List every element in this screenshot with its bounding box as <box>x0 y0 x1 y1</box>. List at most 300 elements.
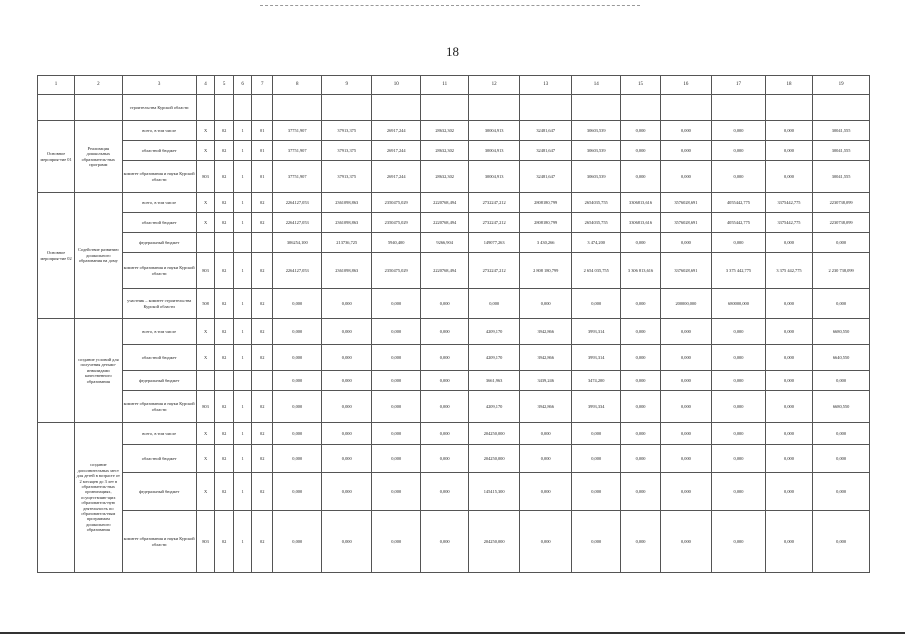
amount-cell: 0,000 <box>765 371 812 391</box>
funding-source: федеральный бюджет <box>122 371 196 391</box>
amount-cell: 2654035,755 <box>571 213 620 233</box>
amount-cell: 0,000 <box>322 371 371 391</box>
budget-code: 1 <box>233 511 252 573</box>
table-row <box>38 371 870 391</box>
budget-code: 02 <box>252 193 273 213</box>
amount-cell: 204250,000 <box>468 423 520 445</box>
budget-code: 02 <box>215 161 234 193</box>
amount-cell: 0,000 <box>371 511 420 573</box>
amount-cell: 0,000 <box>520 289 572 319</box>
amount-cell: 0,000 <box>322 289 371 319</box>
amount-cell: 3993,314 <box>571 319 620 345</box>
amount-cell: 0,000 <box>813 511 870 573</box>
amount-cell: 26917,244 <box>371 121 420 141</box>
amount-cell: 3 306 813,616 <box>621 253 660 289</box>
amount-cell: 37913,375 <box>322 121 371 141</box>
table-row <box>38 141 870 161</box>
amount-cell: 6680,550 <box>813 391 870 423</box>
budget-code: 1 <box>233 473 252 511</box>
amount-cell: 0,000 <box>621 121 660 141</box>
budget-code <box>215 233 234 253</box>
amount-cell: 0,000 <box>765 391 812 423</box>
budget-code: 02 <box>215 319 234 345</box>
amount-cell: 0,000 <box>371 423 420 445</box>
table-row <box>38 391 870 423</box>
measure-description: Реализация дошкольных образователь-ных программ <box>75 121 122 193</box>
budget-code: 1 <box>233 423 252 445</box>
amount-cell: 0,000 <box>421 473 468 511</box>
amount-cell: 30004,913 <box>468 121 520 141</box>
measure-name <box>38 319 75 423</box>
amount-cell: 0,000 <box>660 511 712 573</box>
amount-cell: 0,000 <box>765 289 812 319</box>
budget-code: 803 <box>196 511 215 573</box>
amount-cell: 0,000 <box>273 371 322 391</box>
budget-code: X <box>196 345 215 371</box>
funding-source: всего, в том числе <box>122 121 196 141</box>
amount-cell: 0,000 <box>371 391 420 423</box>
amount-cell: 2361098,863 <box>322 213 371 233</box>
column-number: 13 <box>520 76 572 95</box>
budget-code: 1 <box>233 445 252 473</box>
amount-cell: 0,000 <box>660 345 712 371</box>
amount-cell: 0,000 <box>520 445 572 473</box>
table-row <box>38 193 870 213</box>
amount-cell: 0,000 <box>322 391 371 423</box>
funding-source: областной бюджет <box>122 213 196 233</box>
amount-cell: 0,000 <box>421 423 468 445</box>
amount-cell: 3942,866 <box>520 345 572 371</box>
column-number: 1 <box>38 76 75 95</box>
amount-cell: 3 375 442,775 <box>765 253 812 289</box>
amount-cell: 3993,334 <box>571 391 620 423</box>
amount-cell: 3376028,691 <box>660 253 712 289</box>
amount-cell: 3942,866 <box>520 319 572 345</box>
amount-cell: 0,000 <box>520 423 572 445</box>
amount-cell: 0,000 <box>322 473 371 511</box>
amount-cell: 30603,539 <box>571 121 620 141</box>
amount-cell: 2732247,212 <box>468 193 520 213</box>
budget-code: X <box>196 193 215 213</box>
table-row <box>38 511 870 573</box>
amount-cell: 0,000 <box>660 121 712 141</box>
column-number: 6 <box>233 76 252 95</box>
column-number: 17 <box>712 76 766 95</box>
amount-cell: 204250,000 <box>468 511 520 573</box>
budget-code: 02 <box>215 345 234 371</box>
amount-cell: 0,000 <box>421 445 468 473</box>
amount-cell: 2654035,755 <box>571 193 620 213</box>
scan-artifact <box>260 5 640 7</box>
amount-cell: 0,000 <box>621 423 660 445</box>
amount-cell: 4055442,775 <box>712 213 766 233</box>
amount-cell: 0,000 <box>765 345 812 371</box>
amount-cell: 0,000 <box>273 345 322 371</box>
amount-cell: 6640,550 <box>813 345 870 371</box>
amount-cell: 0,000 <box>273 445 322 473</box>
table-row <box>38 213 870 233</box>
budget-code: 02 <box>252 345 273 371</box>
amount-cell: 0,000 <box>621 161 660 193</box>
amount-cell: 28632,302 <box>421 121 468 141</box>
table-row <box>38 121 870 141</box>
amount-cell: 2264127,053 <box>273 193 322 213</box>
table-row <box>38 345 870 371</box>
amount-cell: 0,000 <box>371 289 420 319</box>
amount-cell: 0,000 <box>621 319 660 345</box>
column-number: 3 <box>122 76 196 95</box>
amount-cell: 0,000 <box>765 511 812 573</box>
amount-cell: 3 375 442,775 <box>712 253 766 289</box>
amount-cell: 0,000 <box>813 289 870 319</box>
amount-cell: 37913,375 <box>322 141 371 161</box>
amount-cell: 0,000 <box>712 161 766 193</box>
column-number: 9 <box>322 76 371 95</box>
continuation-row <box>38 95 870 121</box>
budget-code <box>196 233 215 253</box>
amount-cell: 0,000 <box>712 233 766 253</box>
amount-cell: 0,000 <box>273 423 322 445</box>
budget-code: X <box>196 213 215 233</box>
amount-cell: 9266,904 <box>421 233 468 253</box>
amount-cell: 0,000 <box>621 473 660 511</box>
table-row <box>38 161 870 193</box>
column-number: 2 <box>75 76 122 95</box>
amount-cell: 0,000 <box>621 141 660 161</box>
amount-cell: 28632,302 <box>421 141 468 161</box>
measure-name: Основное мероприя-тие 02 <box>38 193 75 319</box>
amount-cell: 3306813,616 <box>621 213 660 233</box>
amount-cell: 2230738,099 <box>813 193 870 213</box>
amount-cell: 2350475,029 <box>371 213 420 233</box>
amount-cell: 0,000 <box>421 289 468 319</box>
amount-cell: 0,000 <box>273 391 322 423</box>
budget-code: 01 <box>252 161 273 193</box>
amount-cell: 2808180,799 <box>520 213 572 233</box>
amount-cell: 0,000 <box>660 319 712 345</box>
budget-code: 01 <box>252 121 273 141</box>
amount-cell: 0,000 <box>813 445 870 473</box>
amount-cell: 0,000 <box>813 233 870 253</box>
amount-cell: 0,000 <box>322 423 371 445</box>
amount-cell: 30041,555 <box>813 121 870 141</box>
budget-code: 1 <box>233 391 252 423</box>
budget-table <box>37 75 870 573</box>
table-row <box>38 445 870 473</box>
amount-cell: 0,000 <box>813 473 870 511</box>
budget-code: 02 <box>215 423 234 445</box>
amount-cell: 32481,647 <box>520 161 572 193</box>
budget-code <box>252 233 273 253</box>
funding-source: всего, в том числе <box>122 319 196 345</box>
budget-code: 02 <box>215 473 234 511</box>
amount-cell: 0,000 <box>765 161 812 193</box>
budget-code: X <box>196 141 215 161</box>
amount-cell: 30603,539 <box>571 161 620 193</box>
amount-cell: 0,000 <box>322 319 371 345</box>
amount-cell: 3474,200 <box>571 371 620 391</box>
budget-code: X <box>196 121 215 141</box>
amount-cell: 4209,170 <box>468 391 520 423</box>
budget-code: 01 <box>252 141 273 161</box>
page-number: 18 <box>446 44 459 59</box>
amount-cell: 3 474,200 <box>571 233 620 253</box>
column-number: 16 <box>660 76 712 95</box>
budget-code: 02 <box>252 511 273 573</box>
amount-cell: 2 654 035,755 <box>571 253 620 289</box>
budget-code: 1 <box>233 319 252 345</box>
budget-code: 803 <box>196 161 215 193</box>
budget-code: 1 <box>233 161 252 193</box>
budget-code: 02 <box>215 193 234 213</box>
funding-source: всего, в том числе <box>122 423 196 445</box>
amount-cell: 3 430,266 <box>520 233 572 253</box>
funding-source: федеральный бюджет <box>122 473 196 511</box>
measure-name: Основное мероприя-тие 01 <box>38 121 75 193</box>
amount-cell: 30004,913 <box>468 161 520 193</box>
budget-code <box>215 371 234 391</box>
amount-cell: 0,000 <box>322 511 371 573</box>
amount-cell: 0,000 <box>660 161 712 193</box>
amount-cell: 0,000 <box>571 445 620 473</box>
amount-cell: 4209,170 <box>468 345 520 371</box>
amount-cell: 0,000 <box>371 345 420 371</box>
amount-cell: 0,000 <box>712 391 766 423</box>
amount-cell: 26917,244 <box>371 141 420 161</box>
budget-code: 02 <box>215 511 234 573</box>
amount-cell: 37751,907 <box>273 141 322 161</box>
funding-source: комитет образования и науки Курской области <box>122 253 196 289</box>
amount-cell: 3439,246 <box>520 371 572 391</box>
budget-code: 02 <box>252 253 273 289</box>
amount-cell: 0,000 <box>712 445 766 473</box>
budget-code: 02 <box>215 141 234 161</box>
amount-cell: 0,000 <box>712 345 766 371</box>
scan-bottom-edge <box>0 632 905 640</box>
amount-cell: 5940,400 <box>371 233 420 253</box>
amount-cell: 0,000 <box>660 473 712 511</box>
column-number: 7 <box>252 76 273 95</box>
funding-source: комитет образования и науки Курской области <box>122 511 196 573</box>
amount-cell: 30004,913 <box>468 141 520 161</box>
budget-code: 1 <box>233 289 252 319</box>
budget-code: 02 <box>252 213 273 233</box>
amount-cell: 2350475,029 <box>371 193 420 213</box>
amount-cell: 2 230 738,099 <box>813 253 870 289</box>
amount-cell: 0,000 <box>421 391 468 423</box>
funding-source: областной бюджет <box>122 141 196 161</box>
amount-cell: 2264127,053 <box>273 213 322 233</box>
amount-cell: 0,000 <box>571 473 620 511</box>
budget-code: 02 <box>215 121 234 141</box>
amount-cell: 4209,170 <box>468 319 520 345</box>
amount-cell: 0,000 <box>712 121 766 141</box>
amount-cell: 30041,555 <box>813 141 870 161</box>
column-number: 19 <box>813 76 870 95</box>
amount-cell: 0,000 <box>273 511 322 573</box>
funding-source: комитет образования и науки Курской области <box>122 391 196 423</box>
amount-cell: 4055442,775 <box>712 193 766 213</box>
amount-cell: 0,000 <box>765 233 812 253</box>
amount-cell: 2732247,212 <box>468 253 520 289</box>
column-number-row <box>38 76 870 95</box>
amount-cell: 0,000 <box>621 233 660 253</box>
budget-code: 1 <box>233 121 252 141</box>
amount-cell: 200000,000 <box>660 289 712 319</box>
budget-code: 1 <box>233 193 252 213</box>
column-number: 4 <box>196 76 215 95</box>
budget-code <box>233 233 252 253</box>
amount-cell: 3375442,775 <box>765 213 812 233</box>
amount-cell: 3993,314 <box>571 345 620 371</box>
budget-code: 1 <box>233 213 252 233</box>
amount-cell: 37913,375 <box>322 161 371 193</box>
budget-code: X <box>196 445 215 473</box>
budget-code: 02 <box>215 289 234 319</box>
column-number: 5 <box>215 76 234 95</box>
amount-cell: 32481,647 <box>520 141 572 161</box>
column-number: 10 <box>371 76 420 95</box>
budget-code: 1 <box>233 345 252 371</box>
amount-cell: 0,000 <box>712 473 766 511</box>
amount-cell: 37751,907 <box>273 161 322 193</box>
amount-cell: 30041,555 <box>813 161 870 193</box>
amount-cell: 3375442,775 <box>765 193 812 213</box>
amount-cell: 0,000 <box>765 423 812 445</box>
amount-cell: 3661,963 <box>468 371 520 391</box>
budget-code: X <box>196 319 215 345</box>
budget-code: 803 <box>196 391 215 423</box>
amount-cell: 0,000 <box>571 289 620 319</box>
budget-code: 02 <box>215 445 234 473</box>
column-number: 12 <box>468 76 520 95</box>
amount-cell: 0,000 <box>273 319 322 345</box>
amount-cell: 0,000 <box>712 319 766 345</box>
budget-code: X <box>196 423 215 445</box>
amount-cell: 2264127,053 <box>273 253 322 289</box>
amount-cell: 0,000 <box>813 371 870 391</box>
amount-cell: 306254,100 <box>273 233 322 253</box>
funding-source: областной бюджет <box>122 445 196 473</box>
amount-cell: 37751,907 <box>273 121 322 141</box>
amount-cell: 0,000 <box>660 391 712 423</box>
amount-cell: 2732247,212 <box>468 213 520 233</box>
amount-cell: 680000,000 <box>712 289 766 319</box>
budget-code: 02 <box>252 289 273 319</box>
amount-cell: 0,000 <box>421 345 468 371</box>
table-row <box>38 289 870 319</box>
budget-code: 02 <box>252 445 273 473</box>
table-row <box>38 473 870 511</box>
amount-cell: 0,000 <box>660 445 712 473</box>
amount-cell: 0,000 <box>371 371 420 391</box>
amount-cell: 0,000 <box>520 473 572 511</box>
table-row <box>38 423 870 445</box>
amount-cell: 0,000 <box>712 511 766 573</box>
amount-cell: 0,000 <box>273 289 322 319</box>
funding-source: комитет образования и науки Курской области <box>122 161 196 193</box>
amount-cell: 0,000 <box>660 233 712 253</box>
budget-code: 02 <box>252 391 273 423</box>
budget-code: 02 <box>252 423 273 445</box>
amount-cell: 0,000 <box>520 511 572 573</box>
amount-cell: 0,000 <box>571 423 620 445</box>
budget-code: 02 <box>215 213 234 233</box>
column-number: 14 <box>571 76 620 95</box>
table-row <box>38 233 870 253</box>
amount-cell: 0,000 <box>421 371 468 391</box>
column-number: 8 <box>273 76 322 95</box>
column-number: 11 <box>421 76 468 95</box>
table-row <box>38 319 870 345</box>
amount-cell: 0,000 <box>813 423 870 445</box>
budget-code <box>233 371 252 391</box>
amount-cell: 3576028,691 <box>660 193 712 213</box>
budget-code: 02 <box>252 473 273 511</box>
amount-cell: 3576028,691 <box>660 213 712 233</box>
amount-cell: 0,000 <box>621 289 660 319</box>
amount-cell: 145415,300 <box>468 473 520 511</box>
amount-cell: 2230738,099 <box>813 213 870 233</box>
amount-cell: 2220768,494 <box>421 253 468 289</box>
amount-cell: 28632,302 <box>421 161 468 193</box>
amount-cell: 2220768,494 <box>421 193 468 213</box>
amount-cell: 204250,000 <box>468 445 520 473</box>
amount-cell: 0,000 <box>322 445 371 473</box>
amount-cell: 32481,647 <box>520 121 572 141</box>
amount-cell: 0,000 <box>322 345 371 371</box>
amount-cell: 26917,244 <box>371 161 420 193</box>
amount-cell: 2361098,863 <box>322 193 371 213</box>
table-row <box>38 253 870 289</box>
amount-cell: 0,000 <box>765 445 812 473</box>
amount-cell: 213736,725 <box>322 233 371 253</box>
budget-code <box>196 371 215 391</box>
amount-cell: 0,000 <box>273 473 322 511</box>
amount-cell: 0,000 <box>371 319 420 345</box>
funding-source: федеральный бюджет <box>122 233 196 253</box>
continuation-text: строительства Курской области <box>122 95 196 121</box>
amount-cell: 0,000 <box>571 511 620 573</box>
amount-cell: 2 808 180,799 <box>520 253 572 289</box>
amount-cell: 0,000 <box>660 423 712 445</box>
amount-cell: 0,000 <box>660 141 712 161</box>
amount-cell: 30603,539 <box>571 141 620 161</box>
measure-description: Содействие развитию дошкольного образования на дому <box>75 193 122 319</box>
measure-description: создание условий для получения детьми-инвалидами качественного образования <box>75 319 122 423</box>
budget-code: 02 <box>215 253 234 289</box>
amount-cell: 0,000 <box>621 511 660 573</box>
funding-source: участник – комитет строительства Курской области <box>122 289 196 319</box>
budget-code: 508 <box>196 289 215 319</box>
funding-source: всего, в том числе <box>122 193 196 213</box>
amount-cell: 0,000 <box>765 141 812 161</box>
amount-cell: 0,000 <box>621 345 660 371</box>
column-number: 18 <box>765 76 812 95</box>
amount-cell: 0,000 <box>712 141 766 161</box>
budget-code: 803 <box>196 253 215 289</box>
amount-cell: 3306813,616 <box>621 193 660 213</box>
budget-code: 02 <box>215 391 234 423</box>
amount-cell: 0,000 <box>421 319 468 345</box>
amount-cell: 2350475,029 <box>371 253 420 289</box>
amount-cell: 6680,550 <box>813 319 870 345</box>
amount-cell: 0,000 <box>765 121 812 141</box>
amount-cell: 149077,263 <box>468 233 520 253</box>
amount-cell: 0,000 <box>371 445 420 473</box>
budget-code: X <box>196 473 215 511</box>
amount-cell: 0,000 <box>421 511 468 573</box>
